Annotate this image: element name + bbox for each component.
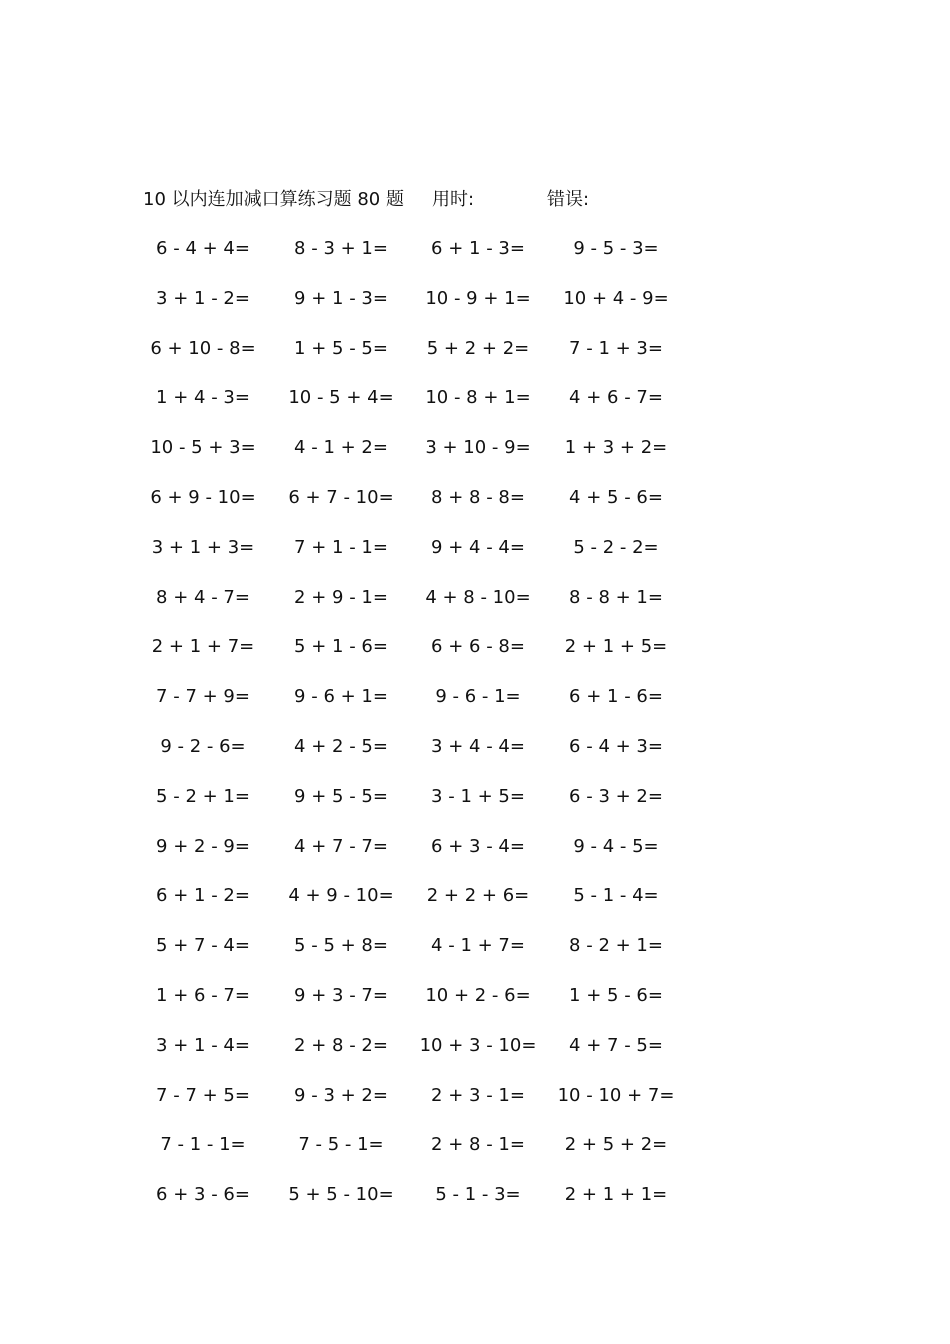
problem-item: 10 + 4 - 9= [563, 287, 669, 309]
problem-item: 5 - 2 + 1= [156, 785, 250, 807]
problem-item: 8 + 4 - 7= [156, 586, 250, 608]
problem-row [0, 585, 950, 635]
time-used-label: 用时: [432, 189, 475, 210]
problem-row [0, 983, 950, 1033]
problem-item: 7 - 1 - 1= [160, 1134, 246, 1156]
problem-item: 5 - 2 - 2= [573, 536, 659, 558]
problem-item: 10 + 3 - 10= [419, 1034, 537, 1056]
problem-row [0, 684, 950, 734]
problem-row [0, 485, 950, 535]
problem-item: 4 - 1 + 2= [294, 437, 388, 459]
problem-item: 2 + 1 + 7= [151, 636, 255, 658]
problem-item: 1 + 6 - 7= [156, 984, 250, 1006]
problem-item: 8 - 3 + 1= [294, 238, 388, 259]
problem-item: 2 + 9 - 1= [294, 586, 388, 608]
problem-item: 7 - 1 + 3= [569, 337, 663, 359]
problem-item: 6 + 3 - 6= [156, 1184, 250, 1206]
problem-item: 9 - 6 + 1= [294, 686, 388, 708]
worksheet-title: 10 以内连加减口算练习题 80 题 [143, 189, 404, 210]
problem-item: 2 + 1 + 1= [564, 1184, 668, 1206]
problem-item: 5 - 1 - 4= [573, 885, 659, 907]
problem-item: 6 + 9 - 10= [150, 486, 256, 508]
problem-item: 9 + 2 - 9= [156, 835, 250, 857]
problem-item: 5 + 5 - 10= [288, 1184, 394, 1206]
problem-item: 6 + 1 - 3= [431, 238, 525, 259]
problem-item: 9 + 1 - 3= [294, 287, 388, 309]
problem-row [0, 1033, 950, 1083]
problem-item: 6 + 7 - 10= [288, 486, 394, 508]
problem-item: 4 + 9 - 10= [288, 885, 394, 907]
problem-item: 5 - 1 - 3= [435, 1184, 521, 1206]
problem-grid [0, 236, 950, 1232]
problem-item: 7 - 7 + 9= [156, 686, 250, 708]
problem-item: 5 + 1 - 6= [294, 636, 388, 658]
problem-item: 6 - 3 + 2= [569, 785, 663, 807]
problem-row [0, 385, 950, 435]
problem-row [0, 1132, 950, 1182]
problem-item: 8 + 8 - 8= [431, 486, 525, 508]
problem-item: 3 + 10 - 9= [425, 437, 531, 459]
worksheet-header [143, 186, 763, 214]
problem-item: 4 + 2 - 5= [294, 735, 388, 757]
problem-item: 6 - 4 + 3= [569, 735, 663, 757]
problem-item: 10 - 5 + 4= [288, 387, 394, 409]
problem-item: 9 - 6 - 1= [435, 686, 521, 708]
problem-item: 10 - 5 + 3= [150, 437, 256, 459]
problem-row [0, 336, 950, 386]
problem-item: 8 - 8 + 1= [569, 586, 663, 608]
problem-item: 5 - 5 + 8= [294, 935, 388, 957]
problem-item: 8 - 2 + 1= [569, 935, 663, 957]
problem-item: 4 - 1 + 7= [431, 935, 525, 957]
problem-item: 4 + 8 - 10= [425, 586, 531, 608]
problem-row [0, 883, 950, 933]
problem-item: 10 - 10 + 7= [557, 1084, 675, 1106]
problem-item: 2 + 8 - 1= [431, 1134, 525, 1156]
problem-row [0, 1182, 950, 1232]
problem-item: 5 + 7 - 4= [156, 935, 250, 957]
problem-row [0, 784, 950, 834]
problem-row [0, 734, 950, 784]
problem-item: 2 + 1 + 5= [564, 636, 668, 658]
problem-row [0, 236, 950, 286]
problem-row [0, 286, 950, 336]
error-count-label: 错误: [547, 189, 590, 210]
problem-item: 9 + 5 - 5= [294, 785, 388, 807]
problem-item: 7 - 7 + 5= [156, 1084, 250, 1106]
problem-item: 2 + 5 + 2= [564, 1134, 668, 1156]
problem-item: 3 - 1 + 5= [431, 785, 525, 807]
problem-item: 1 + 5 - 6= [569, 984, 663, 1006]
problem-item: 9 - 2 - 6= [160, 735, 246, 757]
problem-item: 6 - 4 + 4= [156, 238, 250, 259]
problem-item: 4 + 6 - 7= [569, 387, 663, 409]
problem-item: 10 - 8 + 1= [425, 387, 531, 409]
problem-item: 3 + 1 - 2= [156, 287, 250, 309]
problem-item: 10 + 2 - 6= [425, 984, 531, 1006]
problem-row [0, 435, 950, 485]
problem-item: 7 - 5 - 1= [298, 1134, 384, 1156]
problem-item: 6 + 10 - 8= [150, 337, 256, 359]
problem-item: 6 + 1 - 6= [569, 686, 663, 708]
problem-item: 9 - 5 - 3= [573, 238, 659, 259]
problem-item: 3 + 4 - 4= [431, 735, 525, 757]
problem-item: 6 + 3 - 4= [431, 835, 525, 857]
problem-item: 3 + 1 - 4= [156, 1034, 250, 1056]
problem-row [0, 933, 950, 983]
problem-item: 9 + 3 - 7= [294, 984, 388, 1006]
problem-item: 1 + 3 + 2= [564, 437, 668, 459]
problem-item: 1 + 5 - 5= [294, 337, 388, 359]
problem-row [0, 535, 950, 585]
problem-item: 9 - 4 - 5= [573, 835, 659, 857]
problem-row [0, 634, 950, 684]
problem-item: 5 + 2 + 2= [426, 337, 530, 359]
problem-item: 2 + 8 - 2= [294, 1034, 388, 1056]
problem-item: 10 - 9 + 1= [425, 287, 531, 309]
problem-item: 3 + 1 + 3= [151, 536, 255, 558]
problem-item: 2 + 2 + 6= [426, 885, 530, 907]
problem-item: 2 + 3 - 1= [431, 1084, 525, 1106]
problem-item: 6 + 6 - 8= [431, 636, 525, 658]
problem-item: 9 + 4 - 4= [431, 536, 525, 558]
problem-item: 7 + 1 - 1= [294, 536, 388, 558]
problem-item: 4 + 7 - 7= [294, 835, 388, 857]
problem-item: 4 + 5 - 6= [569, 486, 663, 508]
problem-item: 9 - 3 + 2= [294, 1084, 388, 1106]
problem-item: 1 + 4 - 3= [156, 387, 250, 409]
problem-item: 4 + 7 - 5= [569, 1034, 663, 1056]
problem-row [0, 834, 950, 884]
problem-item: 6 + 1 - 2= [156, 885, 250, 907]
problem-row [0, 1083, 950, 1133]
